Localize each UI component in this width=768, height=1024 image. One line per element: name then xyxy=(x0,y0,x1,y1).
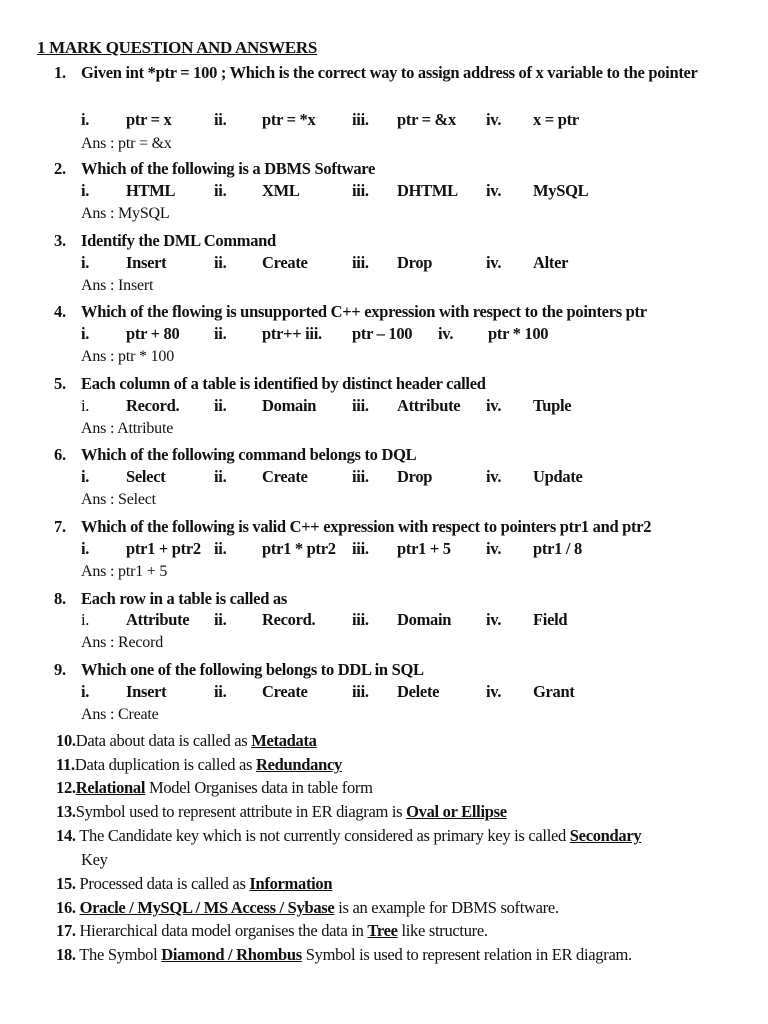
statement-answer: Diamond / Rhombus xyxy=(161,945,302,964)
question-text: Given int *ptr = 100 ; Which is the correct way to assign address of x variable to the pointer xyxy=(81,63,698,82)
statement-number: 13. xyxy=(56,802,76,821)
answer-text: Ans : Create xyxy=(81,706,159,723)
option-marker: ii. xyxy=(214,181,227,200)
question-number: 9. xyxy=(54,660,66,679)
statement-text: Symbol is used to represent relation in ER diagram. xyxy=(301,945,632,964)
statement-text: Symbol used to represent attribute in ER diagram is xyxy=(75,802,407,821)
options-row xyxy=(81,110,701,134)
option-text: Select xyxy=(126,467,166,486)
option-marker: i. xyxy=(81,396,90,415)
option-text: Field xyxy=(533,610,568,629)
options-row xyxy=(81,682,701,706)
statement-answer: Oval or Ellipse xyxy=(406,802,507,821)
option-marker: iii. xyxy=(352,467,369,486)
statement-answer: Redundancy xyxy=(255,755,342,774)
options-row xyxy=(81,396,701,420)
statement-continuation: Key xyxy=(81,850,108,869)
statement-number: 16. xyxy=(56,898,76,917)
option-marker: ii. xyxy=(214,110,227,129)
option-marker: ii. xyxy=(214,324,227,343)
option-marker: iv. xyxy=(486,110,502,129)
option-text: ptr1 + ptr2 xyxy=(126,539,201,558)
option-marker: i. xyxy=(81,253,90,272)
answer-text: Ans : Record xyxy=(81,634,164,651)
statement-text: The Symbol xyxy=(75,945,162,964)
statement-answer: Oracle / MySQL / MS Access / Sybase xyxy=(79,898,335,917)
option-marker: i. xyxy=(81,324,90,343)
option-marker: iii. xyxy=(352,253,369,272)
answer-text: Ans : Attribute xyxy=(81,420,174,437)
option-marker: iii. xyxy=(352,110,369,129)
statement-text: Data about data is called as xyxy=(75,731,252,750)
statement-number: 15. xyxy=(56,874,76,893)
option-marker: ii. xyxy=(214,610,227,629)
question-number: 1. xyxy=(54,63,66,82)
option-marker: ii. xyxy=(214,467,227,486)
option-marker: iv. xyxy=(438,324,454,343)
option-marker: iv. xyxy=(486,682,502,701)
options-row xyxy=(81,181,701,205)
option-marker: i. xyxy=(81,682,90,701)
option-marker: iv. xyxy=(486,253,502,272)
options-row xyxy=(81,324,701,348)
question-number: 2. xyxy=(54,159,66,178)
option-text: Record. xyxy=(126,396,180,415)
options-row xyxy=(81,467,701,491)
statement-text: The Candidate key which is not currently considered as primary key is called xyxy=(75,826,570,845)
option-text: Create xyxy=(262,682,308,701)
option-text: Drop xyxy=(397,467,433,486)
option-marker: iv. xyxy=(486,467,502,486)
statement-number: 10. xyxy=(56,731,76,750)
option-text: ptr1 + 5 xyxy=(397,539,451,558)
option-text: ptr1 * ptr2 xyxy=(262,539,336,558)
statement-answer: Metadata xyxy=(251,731,317,750)
option-text: ptr * 100 xyxy=(488,324,549,343)
statement-text: Data duplication is called as xyxy=(74,755,256,774)
option-text: ptr – 100 xyxy=(352,324,413,343)
statement-text: Model Organises data in table form xyxy=(145,778,373,797)
question-text: Identify the DML Command xyxy=(81,231,276,250)
statement-number: 11. xyxy=(56,755,75,774)
options-row xyxy=(81,610,701,634)
statement-item xyxy=(56,919,746,943)
option-marker: iii. xyxy=(352,682,369,701)
question-text: Which of the following is valid C++ expression with respect to pointers ptr1 and ptr2 xyxy=(81,517,652,536)
option-text: Insert xyxy=(126,253,167,272)
option-marker: iii. xyxy=(352,610,369,629)
option-marker: ii. xyxy=(214,396,227,415)
option-text: Grant xyxy=(533,682,575,701)
answer-text: Ans : Select xyxy=(81,491,156,508)
option-marker: iii. xyxy=(352,181,369,200)
option-text: DHTML xyxy=(397,181,458,200)
statement-item xyxy=(56,943,746,967)
option-text: Tuple xyxy=(533,396,572,415)
option-marker: i. xyxy=(81,467,90,486)
option-text: ptr = &x xyxy=(397,110,456,129)
question-text: Which of the following is a DBMS Software xyxy=(81,159,376,178)
statement-text: like structure. xyxy=(397,921,488,940)
option-text: MySQL xyxy=(533,181,589,200)
statement-text: Hierarchical data model organises the data in xyxy=(75,921,368,940)
option-marker: iv. xyxy=(486,610,502,629)
option-marker: iv. xyxy=(486,181,502,200)
option-text: Create xyxy=(262,253,308,272)
statement-answer: Secondary xyxy=(569,826,642,845)
option-marker: ii. xyxy=(214,253,227,272)
option-text: ptr + 80 xyxy=(126,324,180,343)
answer-text: Ans : ptr * 100 xyxy=(81,348,175,365)
question-number: 3. xyxy=(54,231,66,250)
option-text: Attribute xyxy=(126,610,190,629)
statement-answer: Information xyxy=(249,874,333,893)
question-number: 7. xyxy=(54,517,66,536)
question-number: 4. xyxy=(54,302,66,321)
statement-item xyxy=(56,729,746,753)
statement-text: is an example for DBMS software. xyxy=(334,898,559,917)
option-marker: iv. xyxy=(486,539,502,558)
option-text: Drop xyxy=(397,253,433,272)
option-marker: i. xyxy=(81,181,90,200)
option-text: Attribute xyxy=(397,396,461,415)
statement-number: 17. xyxy=(56,921,76,940)
option-text: Record. xyxy=(262,610,316,629)
statement-text: Processed data is called as xyxy=(75,874,250,893)
statement-number: 12. xyxy=(56,778,76,797)
statement-number: 18. xyxy=(56,945,76,964)
option-marker: ii. xyxy=(214,539,227,558)
option-text: ptr++ iii. xyxy=(262,324,322,343)
option-text: XML xyxy=(262,181,300,200)
option-marker: iv. xyxy=(486,396,502,415)
option-marker: i. xyxy=(81,539,90,558)
answer-text: Ans : ptr = &x xyxy=(81,135,172,152)
option-marker: iii. xyxy=(352,539,369,558)
statement-item xyxy=(56,896,746,920)
option-text: Insert xyxy=(126,682,167,701)
question-text: Which of the flowing is unsupported C++ expression with respect to the pointers ptr xyxy=(81,302,647,321)
option-text: Update xyxy=(533,467,583,486)
statement-number: 14. xyxy=(56,826,76,845)
question-number: 5. xyxy=(54,374,66,393)
option-text: HTML xyxy=(126,181,176,200)
statement-answer: Tree xyxy=(367,921,398,940)
answer-text: Ans : MySQL xyxy=(81,205,170,222)
option-marker: iii. xyxy=(352,396,369,415)
option-text: Domain xyxy=(397,610,452,629)
option-text: Create xyxy=(262,467,308,486)
options-row xyxy=(81,539,701,563)
statement-item xyxy=(56,753,746,777)
question-number: 8. xyxy=(54,589,66,608)
statement-item xyxy=(56,872,746,896)
option-text: ptr1 / 8 xyxy=(533,539,582,558)
options-row xyxy=(81,253,701,277)
statement-answer: Relational xyxy=(75,778,146,797)
answer-text: Ans : Insert xyxy=(81,277,154,294)
option-marker: ii. xyxy=(214,682,227,701)
question-text: Each row in a table is called as xyxy=(81,589,287,608)
question-number: 6. xyxy=(54,445,66,464)
answer-text: Ans : ptr1 + 5 xyxy=(81,563,168,580)
option-text: Domain xyxy=(262,396,317,415)
option-text: x = ptr xyxy=(533,110,579,129)
statement-item xyxy=(56,800,746,824)
statement-item xyxy=(56,824,746,872)
option-text: Alter xyxy=(533,253,569,272)
statement-item xyxy=(56,776,746,800)
option-text: Delete xyxy=(397,682,440,701)
question-text: Which one of the following belongs to DDL in SQL xyxy=(81,660,424,679)
question-text: Which of the following command belongs to DQL xyxy=(81,445,417,464)
option-text: ptr = *x xyxy=(262,110,316,129)
option-marker: i. xyxy=(81,610,90,629)
question-text: Each column of a table is identified by distinct header called xyxy=(81,374,486,393)
option-text: ptr = x xyxy=(126,110,172,129)
page-heading: 1 MARK QUESTION AND ANSWERS xyxy=(37,38,318,57)
option-marker: i. xyxy=(81,110,90,129)
